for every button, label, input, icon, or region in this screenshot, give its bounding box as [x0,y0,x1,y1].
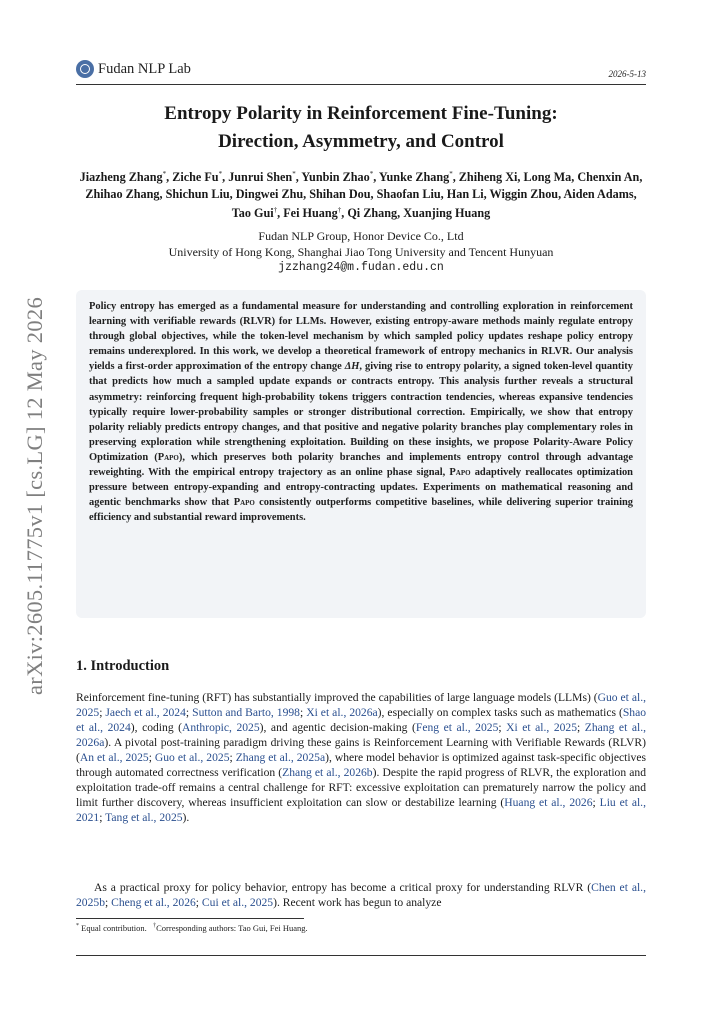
author-name: Zhihao Zhang [85,186,160,201]
citation-link[interactable]: An et al., 2025 [79,751,149,765]
footnote-corresponding: Corresponding authors: Tao Gui, Fei Huang. [156,923,308,933]
text-run: ), especially on complex tasks such as mathematics ( [377,706,623,720]
page-bottom-rule [76,955,646,956]
citation-link[interactable]: Liu et al., 2021 [76,796,646,825]
citation-link[interactable]: Guo et al., 2025 [154,751,230,765]
citation-link[interactable]: Xi et al., 2026a [306,706,378,720]
text-run: As a practical proxy for policy behavior, entropy has become a critical proxy for understanding RLVR ( [94,881,592,894]
citation-link[interactable]: Feng et al., 2025 [415,721,499,735]
header-date: 2026-5-13 [608,69,646,79]
citation-link[interactable]: Cui et al., 2025 [201,896,274,910]
entropy-change-symbol: ΔH [344,361,360,373]
author-name: Shaofan Liu [376,186,441,201]
author-name: Fei Huang [283,206,338,221]
author-mark: † [337,206,342,215]
abstract-box [76,290,646,618]
citation-link[interactable]: Sutton and Barto, 1998 [192,706,300,720]
affiliations [76,228,646,276]
lab-logo [76,60,191,78]
contact-email[interactable]: jzzhang24@m.fudan.edu.cn [278,261,444,274]
citation-link[interactable]: Guo et al., 2025 [76,691,647,720]
citation-link[interactable]: Chen et al., 2025b [76,881,646,910]
abstract-part: ), which preserves both polarity branches and implements entropy control through advantage reweighting. With the empirical entropy trajectory as an online phase signal, [89,451,633,479]
text-run: ). [182,811,190,825]
author-name: Xuanjing Huang [403,206,491,221]
arxiv-identifier[interactable]: arXiv:2605.11775v1 [cs.LG] 12 May 2026 [22,296,47,695]
text-run: ). A pivotal post-training paradigm driving these gains is Reinforcement Learning with Verifiable Rewards (RLVR) ( [76,736,646,765]
citation-link[interactable]: Huang et al., 2026 [504,796,593,810]
author-mark: * [369,170,374,178]
page-header [76,58,646,85]
text-run: ), and agentic decision-making ( [259,721,416,735]
footnote-equal: Equal contribution. [81,923,147,933]
author-mark: * [218,170,223,178]
author-name: Shichun Liu [165,186,230,201]
title-line-1: Entropy Polarity in Reinforcement Fine-Tuning: [164,103,558,124]
text-run: ). Recent work has begun to analyze [273,896,442,910]
intro-paragraph-1: Reinforcement fine-tuning (RFT) has substantially improved the capabilities of large language models (LLMs) (Guo et al., 2025; Jaech et al., 2024; Sutton and Barto, 1998; Xi et al., 2026a), especially on complex tasks such as mathematics (Shao et al., 2024), coding (Anthropic, 2025), and agentic decision-making (Feng et al., 2025; Xi et al., 2025; Zhang et al., 2026a). A pivotal post-training paradigm driving these gains is Reinforcement Learning with Verifiable Rewards (RLVR) (An et al., 2025; Guo et al., 2025; Zhang et al., 2025a), where model behavior is optimized against task-specific objectives through automated correctness verification (Zhang et al., 2026b). Despite the rapid progress of RLVR, the exploration and exploitation trade-off remains a central challenge for RFT: excessive exploitation can prematurely narrow the policy and limit further discovery, whereas insufficient exploitation can slow or destabilize learning (Huang et al., 2026; Liu et al., 2021; Tang et al., 2025). [76,691,647,825]
method-name: Papo [233,497,255,509]
affiliation-line-2: University of Hong Kong, Shanghai Jiao Tong University and Tencent Hunyuan [168,245,554,259]
author-name: Shihan Dou [309,186,371,201]
author-mark: * [162,170,167,178]
citation-link[interactable]: Jaech et al., 2024 [105,706,186,720]
text-run: ), coding ( [130,721,183,735]
section-heading: 1. Introduction [76,658,170,674]
author-name: Han Li [446,186,484,201]
citation-link[interactable]: Shao et al., 2024 [76,706,647,735]
author-name: Aiden Adams [563,186,634,201]
author-name: Jiazheng Zhang [79,170,163,185]
footnote: * Equal contribution. †Corresponding authors: Tao Gui, Fei Huang. [76,923,308,933]
text-run: Reinforcement fine-tuning (RFT) has substantially improved the capabilities of large language models (LLMs) ( [76,691,598,704]
method-name: Papo [157,451,179,463]
author-name: Zhiheng Xi [458,170,518,185]
text-run: ). Despite the rapid progress of RLVR, the exploration and exploitation trade-off remains a central challenge for RFT: excessive exploitation can prematurely narrow the policy and limit further discovery, whereas insufficient exploitation can slow or destabilize learning ( [76,766,646,810]
citation-link[interactable]: Anthropic, 2025 [182,721,260,735]
author-mark: * [449,170,453,178]
author-name: Qi Zhang [347,206,398,221]
author-name: Tao Gui [231,206,274,221]
author-mark: * [292,170,296,178]
abstract-part: , giving rise to entropy polarity, a signed token-level quantity that predicts how much a sampled update expands or contracts entropy. This analysis further reveals a structural asymmetry: reinforcing frequent high-probability tokens triggers contraction tendencies, whereas expansive tendencies typically require lower-probability samples or stronger distributional correction. Empirically, we show that entropy polarity reliably predicts entropy changes, and that positive and negative polarity branches play complementary roles in preserving exploration while strengthening exploitation. Building on these insights, we propose Polarity-Aware Policy Optimization ( [89,361,634,463]
citation-link[interactable]: Zhang et al., 2025a [235,751,326,765]
citation-link[interactable]: Zhang et al., 2026a [76,721,646,750]
author-name: Yunke Zhang [378,170,450,185]
author-name: Yunbin Zhao [301,170,370,185]
author-list: Jiazheng Zhang*, Ziche Fu*, Junrui Shen*, Yunbin Zhao*, Yunke Zhang*, Zhiheng Xi, Long Ma, Chenxin An, Zhihao Zhang, Shichun Liu, Dingwei Zhu, Shihan Dou, Shaofan Liu, Han Li, Wiggin Zhou, Aiden Adams, Tao Gui†, Fei Huang†, Qi Zhang, Xuanjing Huang [79,170,643,221]
abstract-text [89,299,633,525]
author-name: Wiggin Zhou [489,186,559,201]
lab-name: Fudan NLP Lab [98,60,191,77]
text-run: ), where model behavior is optimized against task-specific objectives through automated correctness verification ( [76,751,647,780]
author-name: Dingwei Zhu [235,186,304,201]
citation-link[interactable]: Xi et al., 2025 [506,721,578,735]
paper-title [76,100,646,156]
citation-link[interactable]: Cheng et al., 2026 [111,896,196,910]
citation-link[interactable]: Tang et al., 2025 [105,811,183,825]
abstract-part: adaptively reallocates optimization pressure between entropy-expanding and entropy-contracting updates. Experiments on mathematical reasoning and agentic benchmarks show that [89,467,633,509]
intro-paragraph-2: As a practical proxy for policy behavior, entropy has become a critical proxy for understanding RLVR (Chen et al., 2025b; Cheng et al., 2026; Cui et al., 2025). Recent work has begun to analyze [76,881,646,910]
method-name: Papo [449,467,471,479]
author-name: Long Ma [523,170,572,185]
abstract-part: consistently outperforms competitive baselines, while delivering superior training efficiency and substantial reward improvements. [89,497,633,524]
author-name: Junrui Shen [228,170,293,185]
citation-link[interactable]: Zhang et al., 2026b [282,766,373,780]
author-name: Ziche Fu [172,170,219,185]
author-name: Chenxin An [577,170,640,185]
abstract-part: Policy entropy has emerged as a fundamental measure for understanding and controlling exploration in reinforcement learning with verifiable rewards (RLVR) for LLMs. However, existing entropy-aware methods mainly regulate entropy through global objectives, while the token-level mechanism by which sampled policy updates reshape policy entropy remains underexplored. In this work, we develop a theoretical framework of entropy mechanics in RLVR. Our analysis yields a first-order approximation of the entropy change [89,301,633,373]
affiliation-line-1: Fudan NLP Group, Honor Device Co., Ltd [258,229,464,243]
title-line-2: Direction, Asymmetry, and Control [218,131,504,152]
author-mark: † [273,206,278,215]
fudan-seal-icon [76,60,94,78]
footnote-rule [76,918,304,919]
